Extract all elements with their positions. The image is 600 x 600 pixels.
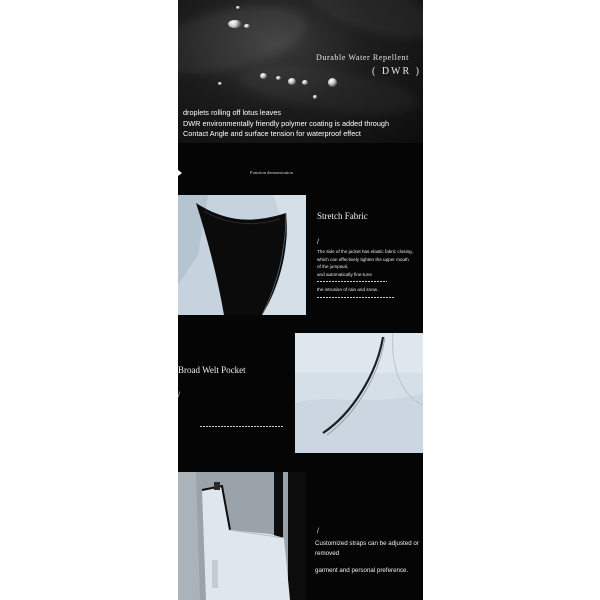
pocket-slash: / (178, 392, 180, 399)
stretch-line: The side of the jacket has elastic fabric closing, (317, 249, 414, 254)
welt-pocket-image (295, 333, 423, 453)
straps-description (315, 539, 419, 576)
stretch-garbled-line (317, 281, 387, 282)
straps-line: Customized straps can be adjusted or (315, 540, 419, 547)
stretch-fabric-title: Stretch Fabric (317, 211, 368, 221)
stretch-line: which can effectively tighten the upper mouth (317, 256, 409, 262)
water-droplet-icon (276, 76, 281, 80)
stretch-line: the intrusion of rain and snow. (317, 286, 379, 292)
welt-pocket-illustration (295, 333, 423, 453)
straps-line: removed (315, 549, 340, 557)
stretch-line: and automatically fine-tune (317, 271, 372, 277)
water-droplet-icon (260, 73, 267, 79)
water-droplet-icon (228, 20, 242, 28)
straps-illustration (178, 472, 306, 600)
stretch-fabric-illustration (178, 195, 306, 315)
dwr-hero-image (178, 0, 423, 143)
water-droplet-icon (288, 78, 296, 85)
stretch-line: of the jumpsuit, (317, 264, 349, 270)
water-droplet-icon (302, 80, 308, 85)
function-demo-label: Function demonstration (250, 170, 293, 175)
dwr-subtitle: ( DWR ) (372, 66, 421, 77)
water-droplet-icon (313, 95, 317, 99)
dwr-line: droplets rolling off lotus leaves (183, 108, 282, 117)
water-droplet-icon (218, 82, 222, 85)
water-droplet-icon (236, 6, 240, 9)
stretch-garbled-line (317, 297, 395, 298)
water-droplet-icon (244, 24, 250, 28)
stretch-fabric-image (178, 195, 306, 315)
stretch-description (317, 248, 413, 294)
straps-line: garment and personal preference. (315, 567, 409, 574)
dwr-description (183, 108, 389, 140)
straps-slash: / (317, 528, 319, 535)
welt-pocket-title: Broad Welt Pocket (178, 365, 246, 375)
product-detail-strip (178, 0, 423, 600)
pocket-garbled-line (200, 426, 284, 427)
play-arrow-icon (178, 170, 182, 176)
straps-image (178, 472, 306, 600)
water-droplet-icon (328, 78, 337, 87)
dwr-line: Contact Angle and surface tension for waterproof effect (183, 129, 361, 138)
dwr-line: DWR environmentally friendly polymer coating is added through (183, 118, 390, 128)
stretch-slash: / (317, 239, 319, 246)
dwr-title: Durable Water Repellent (316, 53, 409, 62)
